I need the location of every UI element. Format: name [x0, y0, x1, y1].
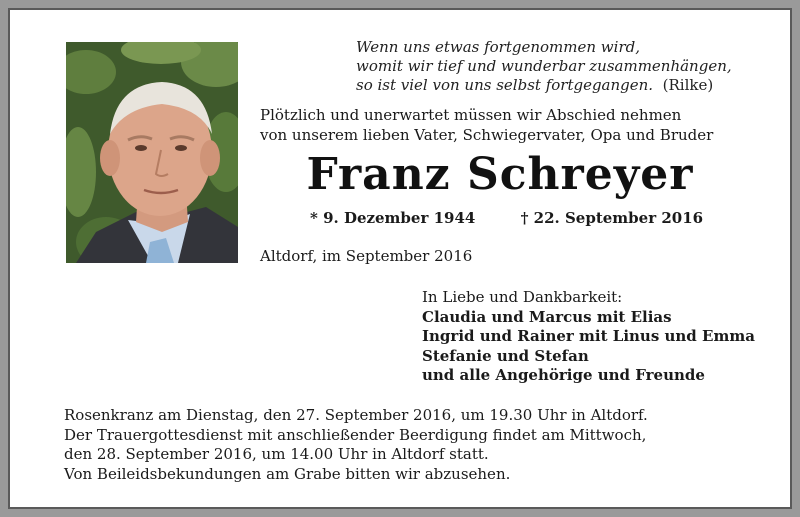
family-list [422, 288, 755, 386]
intro-line: von unserem lieben Vater, Schwiegervater, Opa und Bruder [260, 126, 714, 144]
poem-quote [356, 38, 732, 95]
place-date: Altdorf, im September 2016 [260, 247, 473, 265]
poem-line-text: so ist viel von uns selbst fortgegangen. [356, 76, 654, 94]
death-date: † 22. September 2016 [520, 209, 704, 227]
poem-line [356, 76, 732, 95]
portrait-photo [66, 42, 238, 263]
family-member: Claudia und Marcus mit Elias [422, 307, 672, 326]
note-line: Rosenkranz am Dienstag, den 27. September 2016, um 19.30 Uhr in Altdorf. [64, 406, 648, 424]
note-line: den 28. September 2016, um 14.00 Uhr in Altdorf statt. [64, 445, 489, 463]
birth-date: * 9. Dezember 1944 [310, 209, 476, 227]
family-member: und alle Angehörige und Freunde [422, 366, 705, 384]
poem-author: (Rilke) [662, 76, 714, 94]
family-heading: In Liebe und Dankbarkeit: [422, 288, 623, 306]
poem-line: womit wir tief und wunderbar zusammenhängen, [356, 57, 732, 75]
obituary-card [8, 8, 792, 509]
note-line: Von Beileidsbekundungen am Grabe bitten wir abzusehen. [64, 464, 511, 483]
funeral-notes [64, 406, 648, 484]
intro-line: Plötzlich und unerwartet müssen wir Abschied nehmen [260, 106, 682, 124]
family-member: Stefanie und Stefan [422, 346, 589, 365]
note-line: Der Trauergottesdienst mit anschließender Beerdigung findet am Mittwoch, [64, 425, 647, 444]
family-member: Ingrid und Rainer mit Linus und Emma [422, 327, 755, 345]
deceased-name: Franz Schreyer [306, 149, 694, 200]
life-dates [310, 209, 703, 227]
intro-text [260, 105, 713, 145]
poem-line: Wenn uns etwas fortgenommen wird, [356, 38, 640, 56]
